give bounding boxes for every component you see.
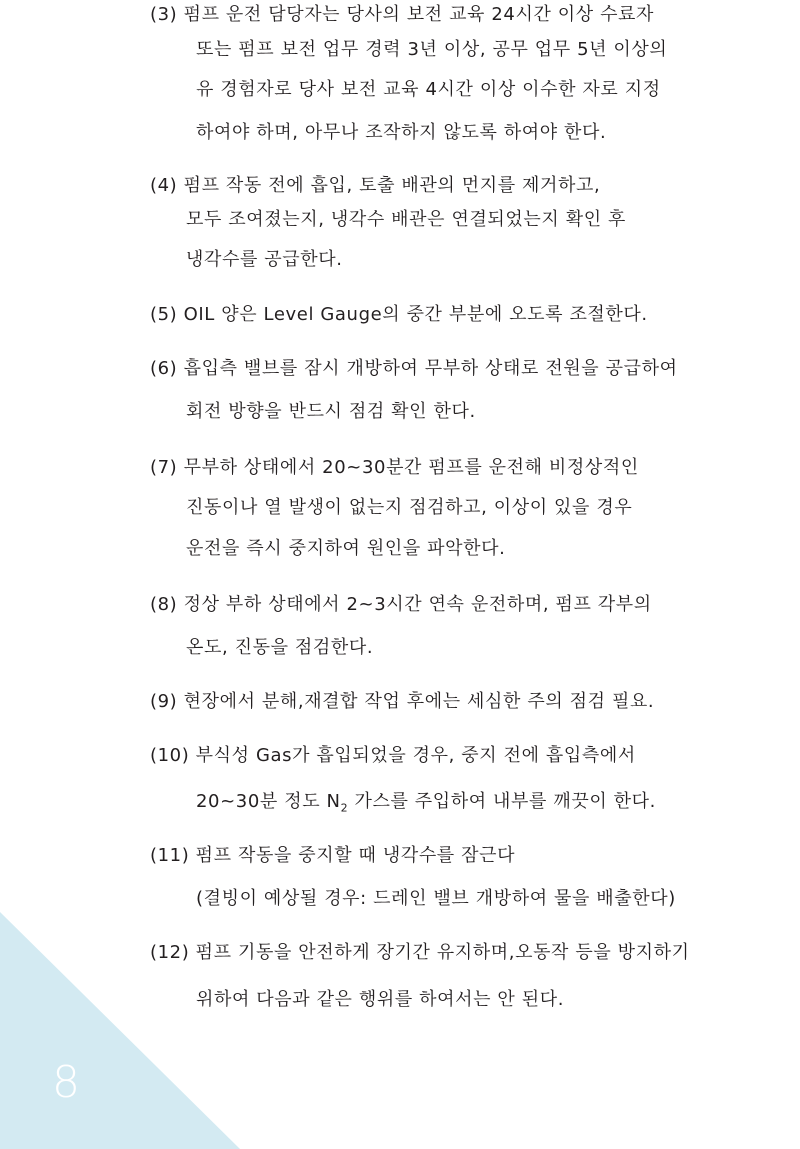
- page-number: 8: [52, 1057, 80, 1108]
- item-10-line-1: (10) 부식성 Gas가 흡입되었을 경우, 중지 전에 흡입측에서: [150, 745, 636, 766]
- item-10-line-2-text-rest: 가스를 주입하여 내부를 깨끗이 한다.: [348, 791, 656, 812]
- item-3-line-2: 또는 펌프 보전 업무 경력 3년 이상, 공무 업무 5년 이상의: [196, 39, 668, 60]
- item-11-line-1: (11) 펌프 작동을 중지할 때 냉각수를 잠근다: [150, 845, 516, 866]
- item-12-line-2: 위하여 다음과 같은 행위를 하여서는 안 된다.: [196, 989, 565, 1010]
- item-4-line-1: (4) 펌프 작동 전에 흡입, 토출 배관의 먼지를 제거하고,: [150, 175, 601, 196]
- item-3-line-3: 유 경험자로 당사 보전 교육 4시간 이상 이수한 자로 지정: [196, 79, 661, 100]
- item-10-line-2-text: 20~30분 정도 N: [196, 791, 341, 812]
- item-3-line-1: (3) 펌프 운전 담당자는 당사의 보전 교육 24시간 이상 수료자: [150, 4, 655, 25]
- item-4-line-3: 냉각수를 공급한다.: [186, 249, 343, 270]
- item-3-line-4: 하여야 하며, 아무나 조작하지 않도록 하여야 한다.: [196, 122, 607, 143]
- item-4-line-2: 모두 조여졌는지, 냉각수 배관은 연결되었는지 확인 후: [186, 209, 626, 230]
- item-8-line-1: (8) 정상 부하 상태에서 2~3시간 연속 운전하며, 펌프 각부의: [150, 594, 652, 615]
- item-6-line-1: (6) 흡입측 밸브를 잠시 개방하여 무부하 상태로 전원을 공급하여: [150, 358, 678, 379]
- item-8-line-2: 온도, 진동을 점검한다.: [186, 637, 374, 658]
- item-7-line-1: (7) 무부하 상태에서 20~30분간 펌프를 운전해 비정상적인: [150, 457, 639, 478]
- item-9-line-1: (9) 현장에서 분해,재결합 작업 후에는 세심한 주의 점검 필요.: [150, 691, 655, 712]
- item-10-line-2: [196, 791, 656, 820]
- item-7-line-2: 진동이나 열 발생이 없는지 점검하고, 이상이 있을 경우: [186, 497, 633, 518]
- item-12-line-1: (12) 펌프 기동을 안전하게 장기간 유지하며,오동작 등을 방지하기: [150, 942, 690, 963]
- item-6-line-2: 회전 방향을 반드시 점검 확인 한다.: [186, 401, 476, 422]
- item-5-line-1: (5) OIL 양은 Level Gauge의 중간 부분에 오도록 조절한다.: [150, 304, 648, 325]
- item-11-line-2: (결빙이 예상될 경우: 드레인 밸브 개방하여 물을 배출한다): [196, 888, 676, 909]
- item-7-line-3: 운전을 즉시 중지하여 원인을 파악한다.: [186, 538, 506, 559]
- subscript-2: 2: [340, 801, 349, 815]
